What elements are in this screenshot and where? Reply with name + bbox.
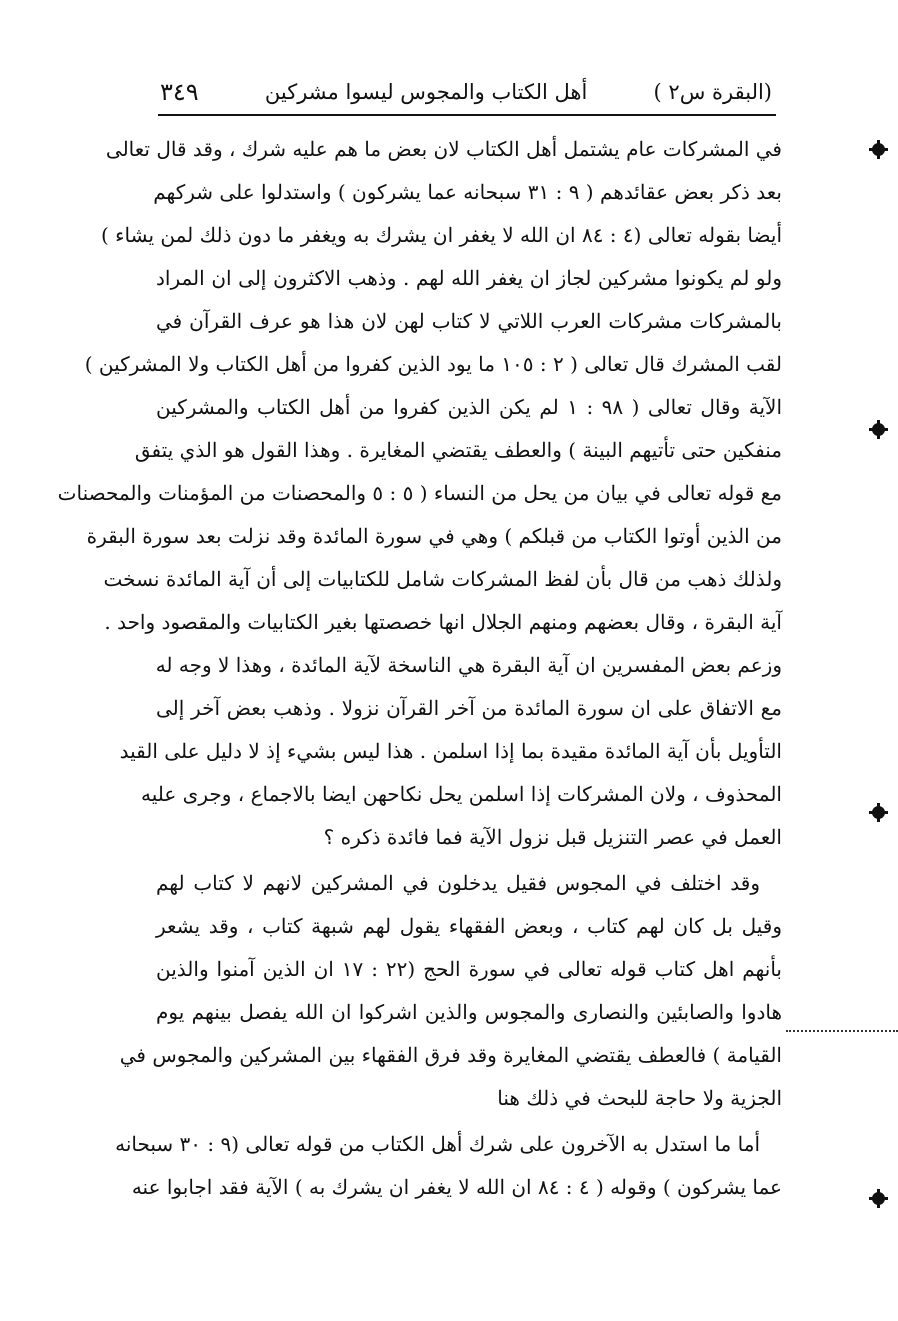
- page-header: [160, 72, 772, 112]
- text-line: وقد اختلف في المجوس فقيل يدخلون في المشركين لانهم لا كتاب لهم: [156, 871, 760, 895]
- text-line: العمل في عصر التنزيل قبل نزول الآية فما فائدة ذكره ؟: [323, 825, 782, 849]
- text-line: الجزية ولا حاجة للبحث في ذلك هنا: [497, 1086, 782, 1110]
- sura-reference: (البقرة س٢ ): [653, 80, 772, 104]
- page-number: ٣٤٩: [160, 78, 199, 106]
- text-line: القيامة ) فالعطف يقتضي المغايرة وقد فرق الفقهاء بين المشركين والمجوس في: [119, 1043, 782, 1067]
- text-line: بأنهم اهل كتاب قوله تعالى في سورة الحج (٢٢ : ١٧ ان الذين آمنوا والذين: [156, 957, 782, 981]
- binding-hole-mark: [872, 423, 885, 436]
- text-line: الآية وقال تعالى ( ٩٨ : ١ لم يكن الذين كفروا من أهل الكتاب والمشركين: [156, 395, 783, 419]
- margin-dotted-line: [786, 1030, 898, 1032]
- text-line: مع قوله تعالى في بيان من يحل من النساء ( ٥ : ٥ والمحصنات من المؤمنات والمحصنات: [57, 481, 782, 505]
- text-line: مع الاتفاق على ان سورة المائدة من آخر القرآن نزولا . وذهب بعض آخر إلى: [156, 696, 782, 720]
- text-line: وزعم بعض المفسرين ان آية البقرة هي الناسخة لآية المائدة ، وهذا لا وجه له: [155, 653, 782, 677]
- text-line: لقب المشرك قال تعالى ( ٢ : ١٠٥ ما يود الذين كفروا من أهل الكتاب ولا المشركين ): [84, 352, 782, 376]
- text-line: في المشركات عام يشتمل أهل الكتاب لان بعض ما هم عليه شرك ، وقد قال تعالى: [105, 137, 782, 161]
- text-line: وقيل بل كان لهم كتاب ، وبعض الفقهاء يقول لهم شبهة كتاب ، وقد يشعر: [156, 914, 782, 938]
- text-line: أما ما استدل به الآخرون على شرك أهل الكتاب من قوله تعالى (٩ : ٣٠ سبحانه: [115, 1132, 760, 1156]
- text-line: التأويل بأن آية المائدة مقيدة بما إذا اسلمن . هذا ليس بشيء إذ لا دليل على القيد: [119, 739, 782, 763]
- text-line: من الذين أوتوا الكتاب من قبلكم ) وهي في سورة المائدة وقد نزلت بعد سورة البقرة: [86, 524, 782, 548]
- text-line: المحذوف ، ولان المشركات إذا اسلمن يحل نكاحهن ايضا بالاجماع ، وجرى عليه: [141, 782, 782, 806]
- text-line: أيضا بقوله تعالى (٤ : ٨٤ ان الله لا يغفر ان يشرك به ويغفر ما دون ذلك لمن يشاء ): [100, 223, 782, 247]
- header-rule: [158, 114, 776, 116]
- text-line: منفكين حتى تأتيهم البينة ) والعطف يقتضي المغايرة . وهذا القول هو الذي يتفق: [134, 438, 782, 462]
- text-line: ولذلك ذهب من قال بأن لفظ المشركات شامل للكتابيات إلى أن آية المائدة نسخت: [103, 567, 782, 591]
- text-line: ولو لم يكونوا مشركين لجاز ان يغفر الله لهم . وذهب الاكثرون إلى ان المراد: [156, 266, 782, 290]
- text-line: بعد ذكر بعض عقائدهم ( ٩ : ٣١ سبحانه عما يشركون ) واستدلوا على شركهم: [153, 180, 782, 204]
- text-line: عما يشركون ) وقوله ( ٤ : ٨٤ ان الله لا يغفر ان يشرك به ) الآية فقد اجابوا عنه: [131, 1175, 782, 1199]
- binding-hole-mark: [872, 1192, 885, 1205]
- binding-hole-mark: [872, 806, 885, 819]
- running-title: أهل الكتاب والمجوس ليسوا مشركين: [264, 80, 588, 104]
- text-line: هادوا والصابئين والنصارى والمجوس والذين اشركوا ان الله يفصل بينهم يوم: [156, 1000, 782, 1024]
- body-text: [57, 128, 783, 1209]
- binding-hole-mark: [872, 143, 885, 156]
- text-line: بالمشركات مشركات العرب اللاتي لا كتاب لهن لان هذا هو عرف القرآن في: [156, 309, 782, 333]
- text-line: آية البقرة ، وقال بعضهم ومنهم الجلال انها خصصتها بغير الكتابيات والمقصود واحد .: [104, 610, 782, 634]
